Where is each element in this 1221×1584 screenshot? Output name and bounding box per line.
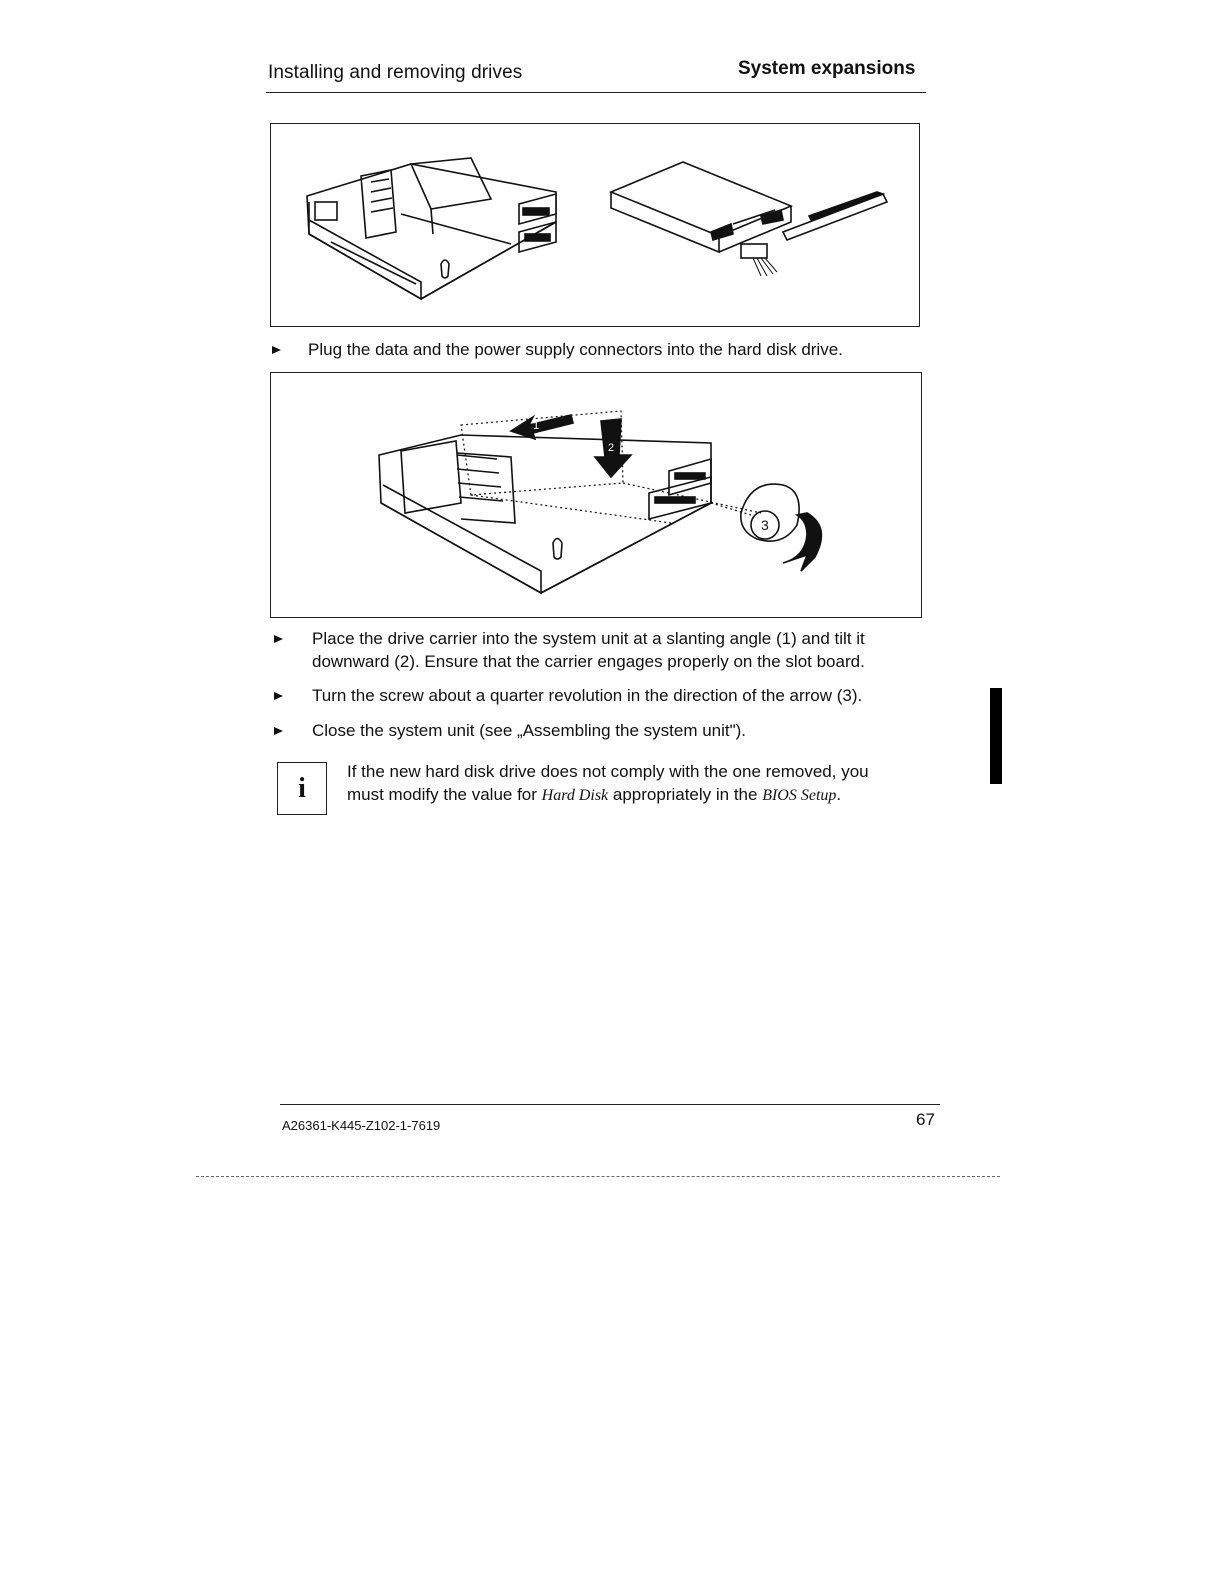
callout-2: 2	[608, 442, 615, 454]
callout-1: 1	[533, 420, 540, 432]
instruction-step-2: Place the drive carrier into the system unit at a slanting angle (1) and tilt it downward (2). Ensure that the carrier engages properly on the slot board.	[270, 627, 865, 673]
scan-edge-line	[196, 1176, 1000, 1177]
figure-connect-drive	[270, 123, 920, 327]
bullet-arrow-icon	[274, 692, 283, 700]
bullet-arrow-icon	[274, 727, 283, 735]
footer-rule	[280, 1104, 940, 1105]
page-number: 67	[916, 1110, 935, 1129]
bullet-arrow-icon	[272, 346, 281, 354]
instruction-step-4: Close the system unit (see „Assembling the system unit").	[270, 719, 746, 742]
info-note	[347, 760, 927, 807]
document-number: A26361-K445-Z102-1-7619	[282, 1118, 441, 1133]
running-header-section: Installing and removing drives	[268, 62, 523, 83]
instruction-step-1: Plug the data and the power supply connectors into the hard disk drive.	[270, 338, 843, 361]
figure-insert-carrier	[270, 372, 922, 618]
instruction-step-3: Turn the screw about a quarter revolution in the direction of the arrow (3).	[270, 684, 862, 707]
info-icon: i	[277, 762, 327, 815]
callout-3: 3	[761, 517, 769, 533]
illustration-insert-carrier	[271, 373, 921, 617]
header-rule	[266, 92, 926, 93]
note-line-1: If the new hard disk drive does not comply with the one removed, you	[347, 762, 869, 781]
running-header-chapter: System expansions	[738, 58, 916, 79]
bullet-arrow-icon	[274, 635, 283, 643]
illustration-connect-drive	[271, 124, 919, 326]
note-line-2: must modify the value for Hard Disk appropriately in the BIOS Setup.	[347, 785, 842, 804]
chapter-thumb-index	[990, 688, 1002, 784]
